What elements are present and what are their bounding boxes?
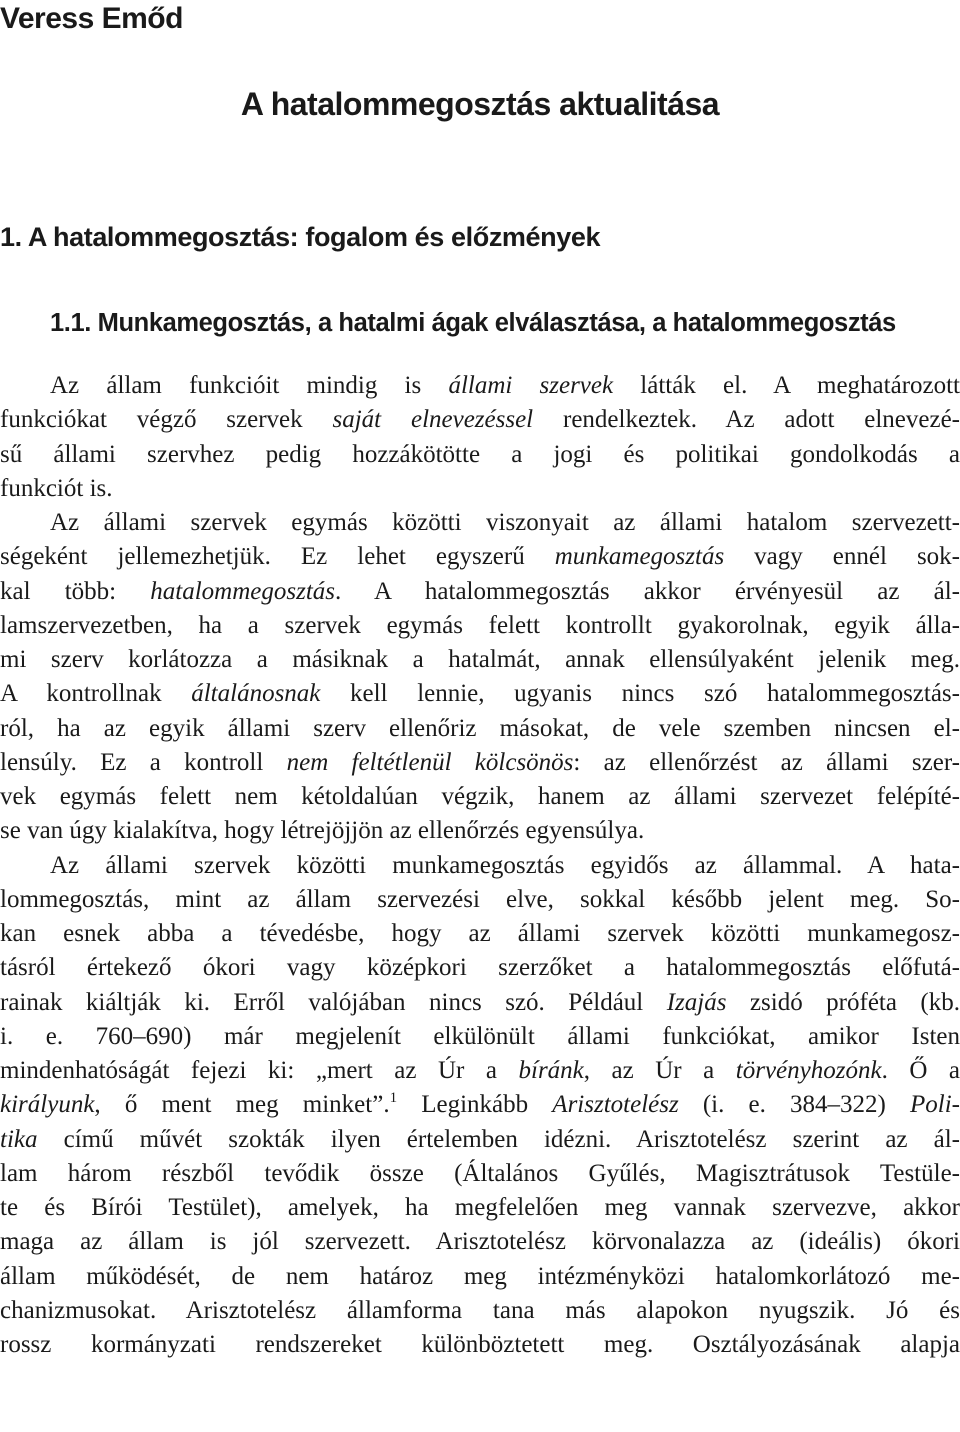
section-heading: 1. A hatalommegosztás: fogalom és előzmények: [0, 222, 601, 252]
text-line: [0, 780, 960, 814]
italic-text: nem feltétlenül kölcsönös: [286, 748, 574, 776]
italic-text: munkamegosztás: [554, 543, 725, 571]
text-run: . Ő a: [881, 1057, 960, 1084]
text-run: funkciót is.: [0, 474, 113, 502]
italic-text: Poli-: [910, 1091, 960, 1119]
text-run: chanizmusokat. Arisztotelész államforma tana más alapokon nyugszik. Jó és: [0, 1296, 960, 1324]
text-line: [0, 609, 960, 643]
text-line: [0, 986, 960, 1020]
italic-text: saját elnevezéssel: [332, 406, 534, 434]
italic-text: királyunk: [0, 1091, 95, 1119]
italic-text: törvényhozónk: [735, 1057, 882, 1084]
text-run: rainak kiáltják ki. Erről valójában nincs szó. Például: [0, 988, 667, 1016]
italic-text: általánosnak: [191, 680, 321, 708]
text-line: [0, 540, 960, 574]
italic-text: Arisztotelész: [552, 1091, 679, 1119]
italic-text: tika: [0, 1125, 38, 1153]
text-run: lensúly. Ez a kontroll: [0, 748, 287, 776]
text-run: se van úgy kialakítva, hogy létrejöjjön az ellenőrzés egyensúlya.: [0, 817, 645, 845]
text-run: ségeként jellemezhetjük. Ez lehet egyszerű: [0, 543, 555, 571]
text-line: [0, 575, 960, 609]
text-run: rossz kormányzati rendszereket különböztetett meg. Osztályozásának alapja: [0, 1331, 960, 1358]
text-line: [0, 883, 960, 917]
text-line: [0, 506, 960, 540]
text-run: : az ellenőrzést az állami szer-: [573, 748, 960, 776]
text-run: . A hatalommegosztás akkor érvényesül az ál-: [335, 577, 960, 605]
text-line: [0, 1191, 960, 1225]
text-line: [0, 1020, 960, 1054]
text-run: mindenhatóságát fejezi ki: „mert az Úr a: [0, 1057, 519, 1084]
text-line: [0, 677, 960, 711]
text-run: mi szerv korlátozza a másiknak a hatalmát, annak ellensúlyaként jelenik meg.: [0, 646, 960, 673]
text-line: [0, 849, 960, 883]
subsection-heading: 1.1. Munkamegosztás, a hatalmi ágak elválasztása, a hatalommegosztás: [50, 309, 896, 337]
text-run: zsidó próféta (kb.: [726, 988, 960, 1016]
text-line: [0, 1294, 960, 1328]
page-title: A hatalommegosztás aktualitása: [240, 86, 720, 122]
text-run: Az állam funkcióit mindig is: [50, 372, 449, 399]
text-line: [0, 1157, 960, 1191]
italic-text: állami szervek: [448, 372, 614, 399]
text-line: [0, 643, 960, 677]
footnote-ref: 1: [389, 1090, 398, 1107]
text-line: [0, 438, 960, 472]
text-run: kell lennie, ugyanis nincs szó hatalommegosztás-: [320, 680, 960, 708]
text-run: kal több:: [0, 577, 151, 605]
text-run: A kontrollnak: [0, 680, 192, 708]
italic-text: bíránk: [518, 1057, 584, 1084]
text-run: lam három részből tevődik össze (Általános Gyűlés, Magisztrátusok Testüle-: [0, 1159, 960, 1187]
text-run: látták el. A meghatározott: [613, 372, 960, 399]
text-line: [0, 403, 960, 437]
text-run: , az Úr a: [583, 1057, 736, 1084]
text-line: [0, 951, 960, 985]
text-run: vek egymás felett nem kétoldalúan végzik, hanem az állami szervezet felépíté-: [0, 783, 960, 810]
text-line: [0, 1054, 960, 1088]
text-run: vagy ennél sok-: [724, 543, 960, 571]
text-run: ról, ha az egyik állami szerv ellenőriz másokat, de vele szemben nincsen el-: [0, 714, 960, 742]
text-run: rendelkeztek. Az adott elnevezé-: [533, 406, 960, 434]
text-run: tásról értekező ókori vagy középkori szerzőket a hatalommegosztás előfutá-: [0, 954, 960, 982]
text-line: [0, 1260, 960, 1294]
text-run: i. e. 760–690) már megjelenít elkülönült állami funkciókat, amikor Isten: [0, 1022, 960, 1050]
text-line: [0, 1088, 960, 1122]
text-line: [0, 746, 960, 780]
text-run: Az állami szervek közötti munkamegosztás egyidős az állammal. A hata-: [50, 851, 960, 879]
text-line: [0, 1123, 960, 1157]
text-run: funkciókat végző szervek: [0, 406, 333, 434]
text-run: kan esnek abba a tévedésbe, hogy az állami szervek közötti munkamegosz-: [0, 920, 960, 947]
text-run: lamszervezetben, ha a szervek egymás felett kontrollt gyakorolnak, egyik álla-: [0, 611, 960, 639]
text-run: lommegosztás, mint az állam szervezési elve, sokkal később jelent meg. So-: [0, 885, 960, 913]
text-run: állam működését, de nem határoz meg intézményközi hatalomkorlátozó me-: [0, 1262, 960, 1290]
text-run: Leginkább: [397, 1091, 553, 1119]
author-name: Veress Emőd: [0, 2, 183, 35]
text-run: Az állami szervek egymás közötti viszonyait az állami hatalom szervezett-: [50, 509, 960, 536]
italic-text: hatalommegosztás: [150, 577, 336, 605]
italic-text: Izajás: [666, 988, 727, 1016]
text-run: sű állami szervhez pedig hozzákötötte a jogi és politikai gondolkodás a: [0, 440, 960, 468]
text-line: [0, 369, 960, 403]
text-line: [0, 1328, 960, 1362]
text-line: [0, 1225, 960, 1259]
text-run: maga az állam is jól szervezett. Arisztotelész körvonalazza az (ideális) ókori: [0, 1228, 960, 1256]
text-line: [0, 814, 960, 848]
text-line: [0, 917, 960, 951]
text-line: [0, 712, 960, 746]
text-line: [0, 472, 960, 506]
body-text: [0, 369, 960, 1362]
text-run: (i. e. 384–322): [678, 1091, 910, 1119]
text-run: című művét szokták ilyen értelemben idézni. Arisztotelész szerint az ál-: [37, 1125, 960, 1153]
text-run: te és Bírói Testület), amelyek, ha megfelelően meg vannak szervezve, akkor: [0, 1194, 960, 1221]
text-run: , ő ment meg minket”.: [94, 1091, 390, 1119]
